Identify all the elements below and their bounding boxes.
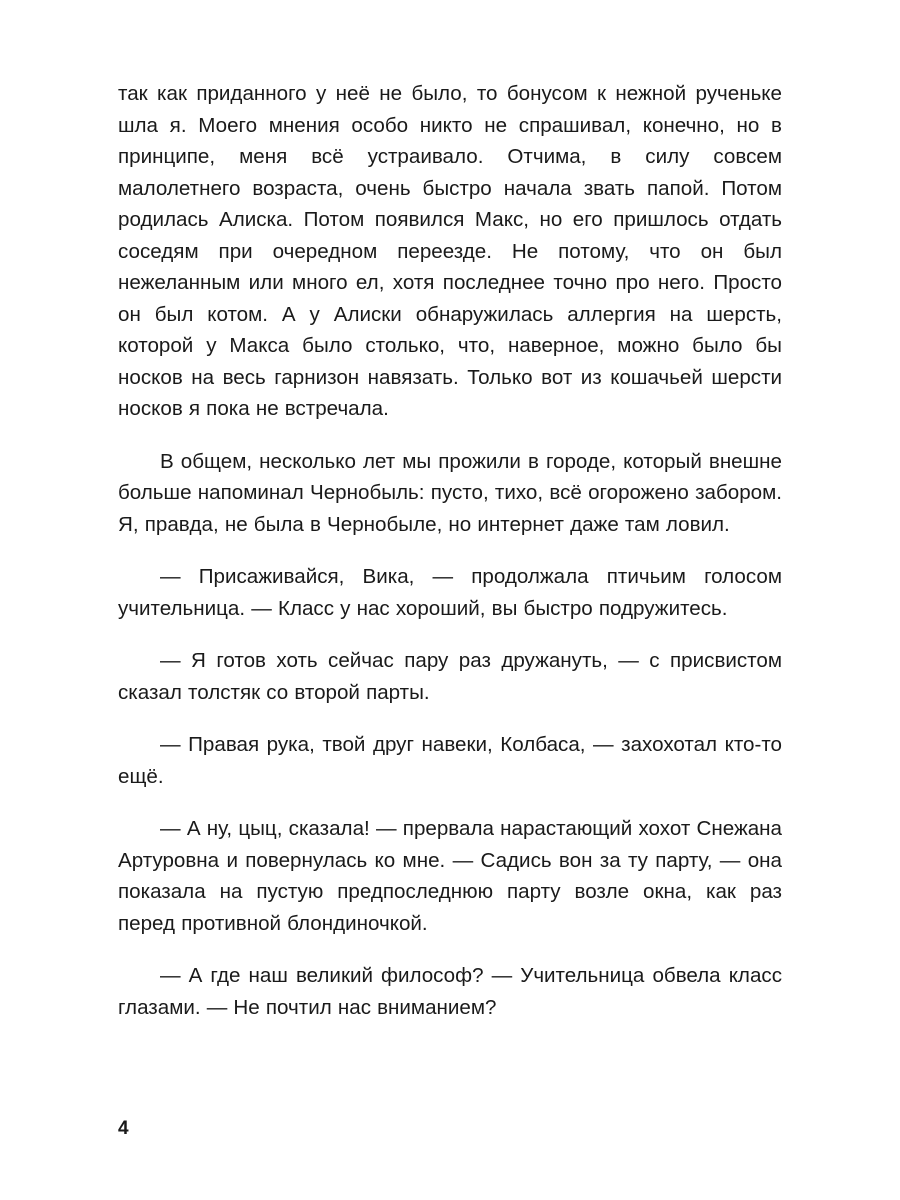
paragraph: В общем, несколько лет мы прожили в городе, который внешне больше напоминал Чернобыль: пусто, тихо, всё огорожено забором. Я, правда, не была в Чернобыле, но интернет даже там ловил.	[118, 449, 782, 536]
paragraph: — А где наш великий философ? — Учительница обвела класс глазами. — Не почтил нас вниманием?	[118, 964, 782, 1019]
paragraph: так как приданного у неё не было, то бонусом к нежной рученьке шла я. Моего мнения особо никто не спрашивал, конечно, но в принципе, меня всё устраивало. Отчима, в силу совсем малолетнего возраста, очень быстро начала звать папой. Потом родилась Алиска. Потом появился Макс, но его пришлось отдать соседям при очередном переезде. Не потому, что он был нежеланным или много ел, хотя последнее точно про него. Просто он был котом. А у Алиски обнаружилась аллергия на шерсть, которой у Макса было столько, что, наверное, можно было бы носков на весь гарнизон навязать. Только вот из кошачьей шерсти носков я пока не встречала.	[118, 82, 782, 420]
paragraph: — Я готов хоть сейчас пару раз дружануть, — с присвистом сказал толстяк со второй парты.	[118, 649, 782, 704]
page-number: 4	[118, 1118, 129, 1139]
paragraph: — А ну, цыц, сказала! — прервала нарастающий хохот Снежана Артуровна и повернулась ко мне. — Садись вон за ту парту, — она показала на пустую предпоследнюю парту возле окна, как раз перед противной блондиночкой.	[118, 817, 782, 935]
paragraph: — Присаживайся, Вика, — продолжала птичьим голосом учительница. — Класс у нас хороший, вы быстро подружитесь.	[118, 565, 782, 620]
paragraph: — Правая рука, твой друг навеки, Колбаса, — захохотал кто-то ещё.	[118, 733, 782, 788]
body-text-column	[118, 78, 782, 1023]
